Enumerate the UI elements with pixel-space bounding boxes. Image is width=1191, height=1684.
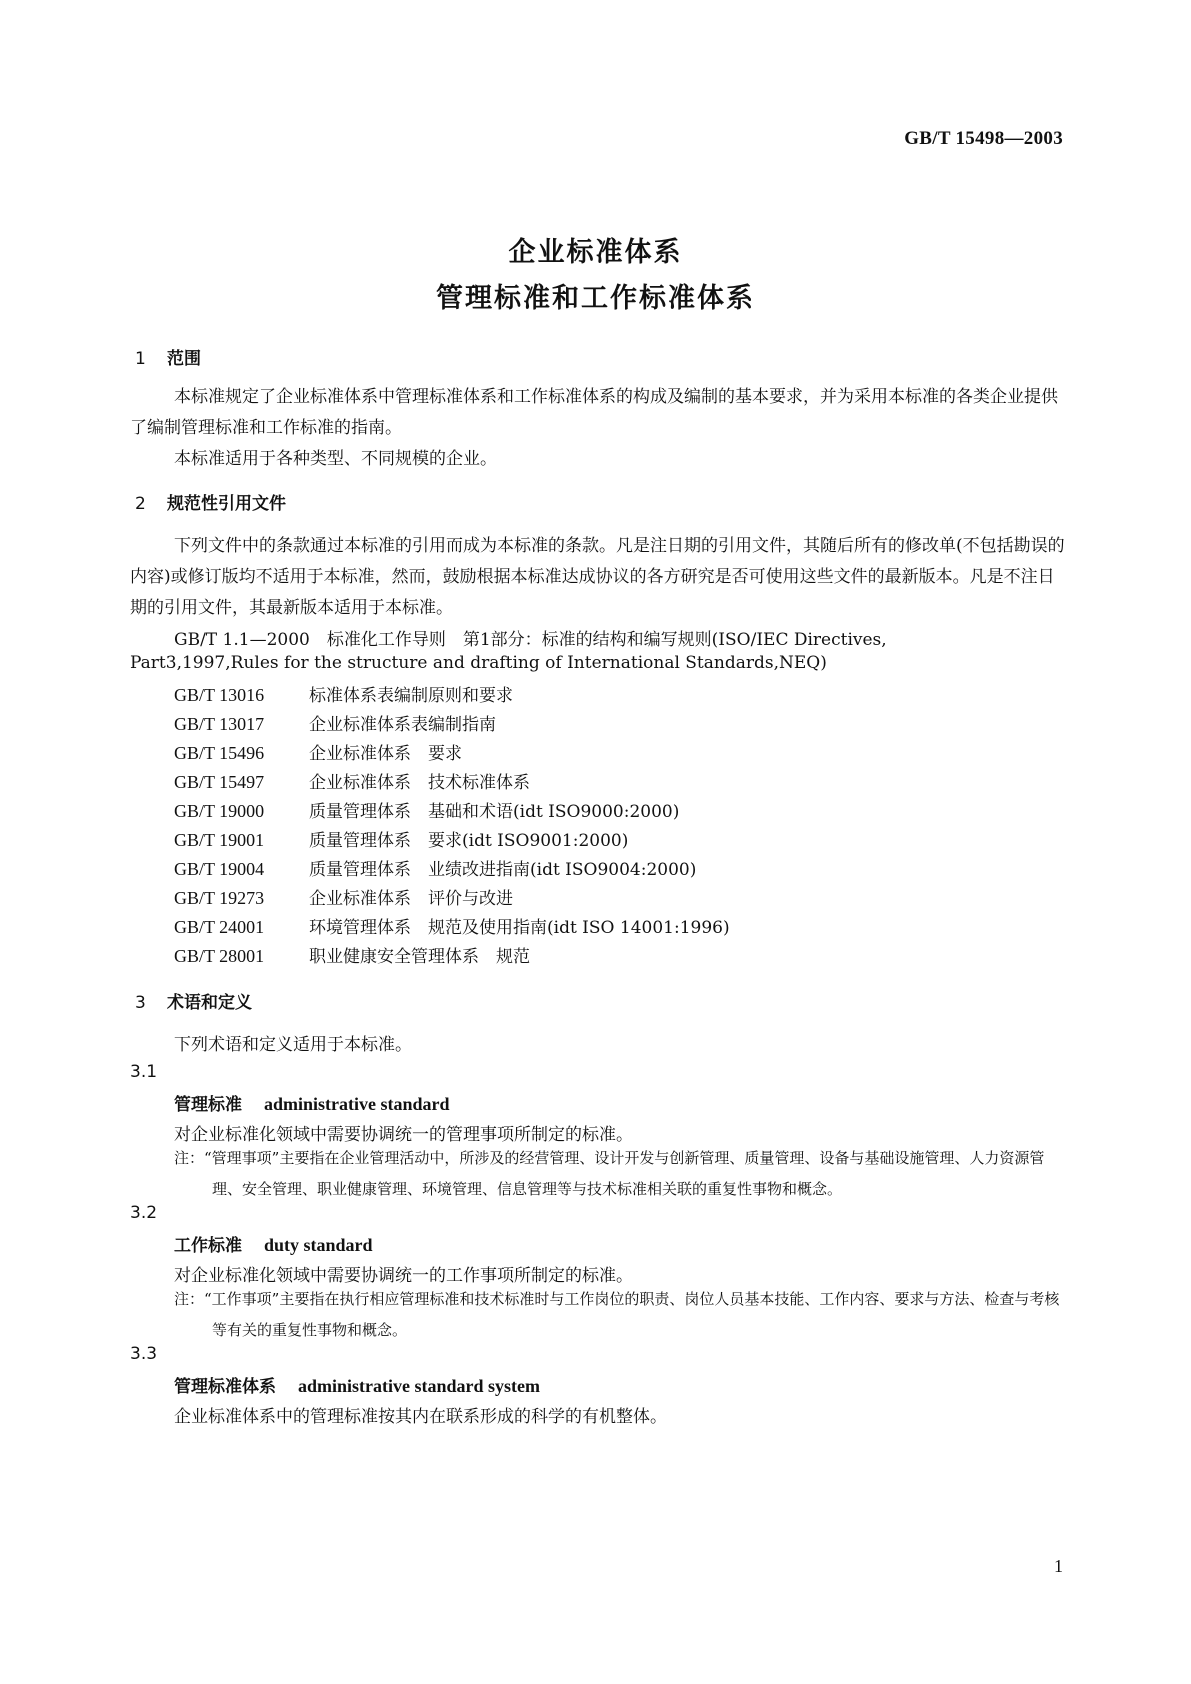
term-heading <box>174 1372 540 1397</box>
reference-code: GB/T 13016 <box>174 685 265 705</box>
term-en: duty standard <box>264 1235 373 1255</box>
reference-title: 企业标准体系 技术标准体系 <box>309 773 530 793</box>
reference-item <box>174 797 679 822</box>
reference-code: GB/T 15497 <box>174 772 265 792</box>
reference-code: GB/T 24001 <box>174 917 265 937</box>
reference-gbt-1-1-line-1: GB/T 1.1—2000 标准化工作导则 第1部分：标准的结构和编写规则(ISO/IEC Directives, <box>174 630 887 650</box>
section-1-heading <box>135 344 201 369</box>
reference-title: 环境管理体系 规范及使用指南(idt ISO 14001:1996) <box>309 918 730 938</box>
term-definition: 企业标准体系中的管理标准按其内在联系形成的科学的有机整体。 <box>174 1407 667 1427</box>
section-number: 2 <box>135 494 146 514</box>
section-3-intro: 下列术语和定义适用于本标准。 <box>174 1035 412 1055</box>
clause-number: 3.1 <box>130 1062 158 1082</box>
reference-code: GB/T 19001 <box>174 830 265 850</box>
term-en: administrative standard <box>264 1094 450 1114</box>
standard-code: GB/T 15498—2003 <box>904 128 1063 149</box>
note-text: 注：“管理事项”主要指在企业管理活动中，所涉及的经营管理、设计开发与创新管理、质量管理、设备与基础设施管理、人力资源管理、安全管理、职业健康管理、环境管理、信息管理等与技术标准相关联的重复性事物和概念。 <box>174 1149 1045 1198</box>
note-text: 注：“工作事项”主要指在执行相应管理标准和技术标准时与工作岗位的职责、岗位人员基本技能、工作内容、要求与方法、检查与考核等有关的重复性事物和概念。 <box>174 1290 1060 1339</box>
reference-title: 标准体系表编制原则和要求 <box>309 686 513 706</box>
title-line-1: 企业标准体系 <box>508 237 683 268</box>
term-heading <box>174 1090 450 1115</box>
section-title: 术语和定义 <box>167 993 252 1013</box>
title-line-2: 管理标准和工作标准体系 <box>436 283 755 314</box>
reference-code: GB/T 28001 <box>174 946 265 966</box>
term-definition: 对企业标准化领域中需要协调统一的管理事项所制定的标准。 <box>174 1125 633 1145</box>
section-number: 3 <box>135 993 146 1013</box>
section-1-paragraph-2: 本标准适用于各种类型、不同规模的企业。 <box>174 449 497 469</box>
term-definition: 对企业标准化领域中需要协调统一的工作事项所制定的标准。 <box>174 1266 633 1286</box>
reference-item <box>174 768 530 793</box>
reference-code: GB/T 19000 <box>174 801 265 821</box>
reference-item <box>174 710 496 735</box>
section-3-heading <box>135 988 252 1013</box>
reference-code: GB/T 15496 <box>174 743 265 763</box>
reference-title: 企业标准体系 评价与改进 <box>309 889 513 909</box>
section-number: 1 <box>135 349 146 369</box>
section-1-paragraph-1: 本标准规定了企业标准体系中管理标准体系和工作标准体系的构成及编制的基本要求，并为采用本标准的各类企业提供了编制管理标准和工作标准的指南。 <box>130 387 1058 438</box>
term-note <box>174 1143 1064 1205</box>
reference-item <box>174 942 530 967</box>
term-zh: 管理标准体系 <box>174 1377 276 1397</box>
page-number: 1 <box>1054 1556 1063 1576</box>
reference-code: GB/T 13017 <box>174 714 265 734</box>
term-heading <box>174 1231 373 1256</box>
reference-gbt-1-1-line-2: Part3,1997,Rules for the structure and drafting of International Standards,NEQ) <box>130 653 827 673</box>
section-title: 规范性引用文件 <box>167 494 286 514</box>
reference-title: 企业标准体系表编制指南 <box>309 715 496 735</box>
reference-title: 质量管理体系 要求(idt ISO9001:2000) <box>309 831 629 851</box>
term-zh: 管理标准 <box>174 1095 242 1115</box>
term-en: administrative standard system <box>298 1376 540 1396</box>
reference-title: 质量管理体系 业绩改进指南(idt ISO9004:2000) <box>309 860 697 880</box>
term-zh: 工作标准 <box>174 1236 242 1256</box>
term-note <box>174 1284 1064 1346</box>
reference-title: 质量管理体系 基础和术语(idt ISO9000:2000) <box>309 802 680 822</box>
clause-number: 3.3 <box>130 1344 158 1364</box>
reference-item <box>174 913 730 938</box>
section-title: 范围 <box>167 349 201 369</box>
reference-code: GB/T 19004 <box>174 859 265 879</box>
reference-title: 职业健康安全管理体系 规范 <box>309 947 530 967</box>
reference-item <box>174 826 628 851</box>
reference-title: 企业标准体系 要求 <box>309 744 462 764</box>
section-2-heading <box>135 489 286 514</box>
reference-item <box>174 739 462 764</box>
reference-item <box>174 855 696 880</box>
clause-number: 3.2 <box>130 1203 158 1223</box>
reference-item <box>174 884 513 909</box>
reference-code: GB/T 19273 <box>174 888 265 908</box>
section-2-paragraph: 下列文件中的条款通过本标准的引用而成为本标准的条款。凡是注日期的引用文件，其随后所有的修改单(不包括勘误的内容)或修订版均不适用于本标准，然而，鼓励根据本标准达成协议的各方研究是否可使用这些文件的最新版本。凡是不注日期的引用文件，其最新版本适用于本标准。 <box>130 536 1065 618</box>
reference-item <box>174 681 513 706</box>
